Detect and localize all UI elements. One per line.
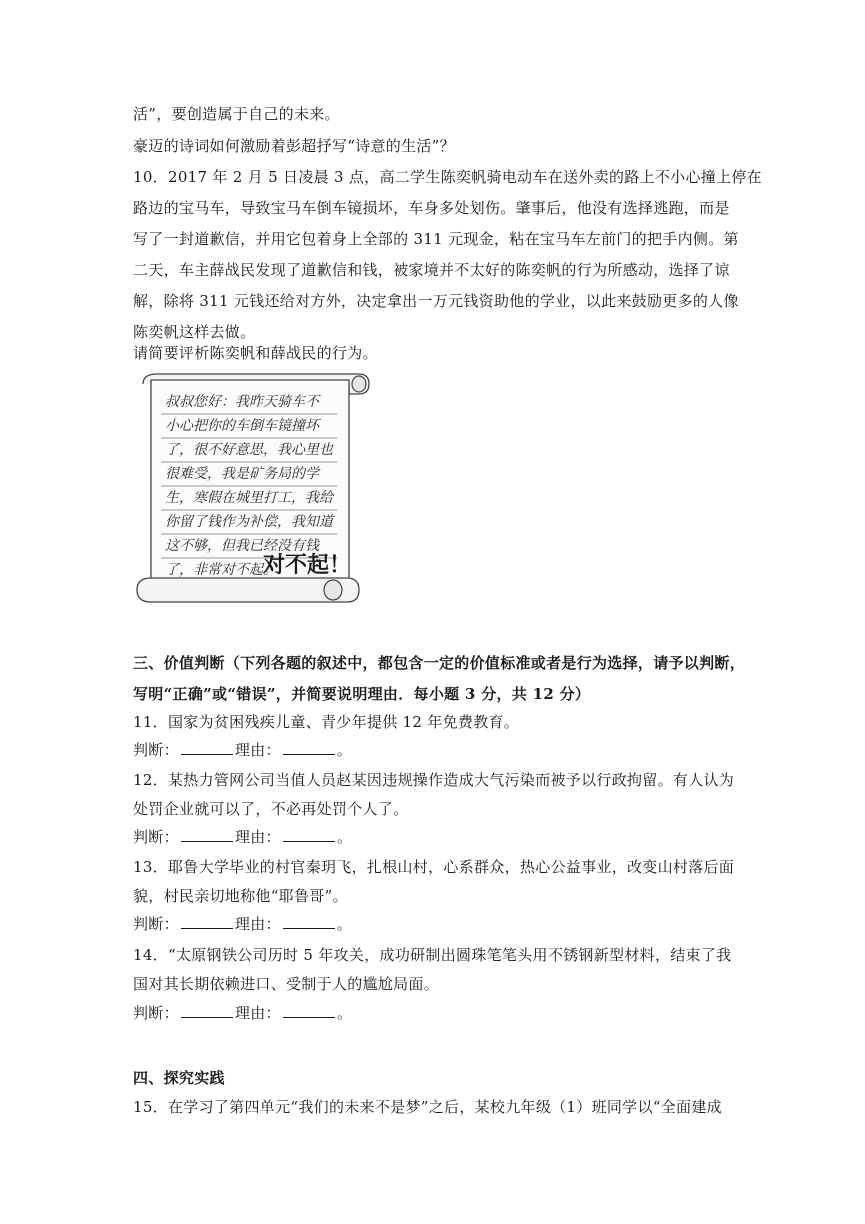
question-10-line: 二天，车主薛战民发现了道歉信和钱，被家境并不太好的陈奕帆的行为所感动，选择了谅 (133, 261, 730, 279)
question-12-line: 12．某热力管网公司当值人员赵某因违规操作造成大气污染而被予以行政拘留。有人认为 (133, 771, 735, 789)
judge-blank (181, 827, 233, 842)
paragraph-line: 活”，要创造属于自己的未来。 (133, 105, 340, 123)
judge-blank (181, 914, 233, 929)
letter-line: 这不够，但我已经没有钱 (165, 538, 319, 554)
judge-label: 判断： (133, 741, 179, 759)
letter-line: 你留了钱作为补偿，我知道 (165, 514, 333, 530)
letter-line: 生，寒假在城里打工，我给 (165, 490, 333, 506)
reason-label: 理由： (234, 1004, 281, 1022)
question-14-line: 国对其长期依赖进口、受制于人的尴尬局面。 (133, 975, 440, 993)
letter-line: 小心把你的车倒车镜撞坏 (165, 418, 319, 434)
reason-blank (283, 914, 335, 929)
judge-blank (181, 740, 233, 755)
question-10-line: 陈奕帆这样去做。 (133, 323, 256, 341)
paragraph-line: 豪迈的诗词如何激励着彭超抒写“诗意的生活”？ (133, 137, 455, 155)
judge-blank (181, 1003, 233, 1018)
end-mark: 。 (336, 1004, 353, 1022)
judge-label: 判断： (133, 828, 179, 846)
question-10-prompt: 请简要评析陈奕帆和薛战民的行为。 (133, 344, 378, 362)
reason-blank (283, 827, 335, 842)
reason-label: 理由： (234, 828, 281, 846)
end-mark: 。 (336, 741, 353, 759)
end-mark: 。 (336, 915, 353, 933)
letter-line: 很难受，我是矿务局的学 (165, 466, 319, 482)
apology-letter-image (133, 372, 373, 612)
question-12-line: 处罚企业就可以了，不必再处罚个人了。 (133, 800, 409, 818)
reason-label: 理由： (234, 915, 281, 933)
question-10-line: 写了一封道歉信，并用它包着身上全部的 311 元现金，粘在宝马车左前门的把手内侧。第 (133, 230, 739, 248)
reason-blank (283, 1003, 335, 1018)
question-10-line: 解，除将 311 元钱还给对方外，决定拿出一万元钱资助他的学业，以此来鼓励更多的人像 (133, 292, 739, 310)
answer-row (133, 740, 352, 760)
question-15: 15．在学习了第四单元“我们的未来不是梦”之后，某校九年级（1）班同学以“全面建成 (133, 1098, 722, 1116)
judge-label: 判断： (133, 1004, 179, 1022)
answer-row (133, 914, 352, 934)
letter-closing: 对不起！ (263, 553, 352, 578)
letter-line: 叔叔您好：我昨天骑车不 (165, 394, 319, 410)
letter-line: 了，非常对不起。 (165, 562, 277, 578)
section-3-heading: 写明“正确”或“错误”，并简要说明理由．每小题 3 分，共 12 分） (133, 685, 591, 703)
question-13-line: 貌，村民亲切地称他“耶鲁哥”。 (133, 887, 348, 905)
section-3-heading: 三、价值判断（下列各题的叙述中，都包含一定的价值标准或者是行为选择，请予以判断， (133, 654, 746, 672)
answer-row (133, 827, 352, 847)
reason-blank (283, 740, 335, 755)
section-4-heading: 四、探究实践 (133, 1069, 225, 1087)
question-13-line: 13．耶鲁大学毕业的村官秦玥飞，扎根山村，心系群众，热心公益事业，改变山村落后面 (133, 858, 735, 876)
question-14-line: 14．“太原钢铁公司历时 5 年攻关，成功研制出圆珠笔笔头用不锈钢新型材料，结束了我 (133, 946, 732, 964)
question-10-line: 路边的宝马车，导致宝马车倒车镜损坏，车身多处划伤。肇事后，他没有选择逃跑，而是 (133, 199, 730, 217)
reason-label: 理由： (234, 741, 281, 759)
judge-label: 判断： (133, 915, 179, 933)
question-11: 11．国家为贫困残疾儿童、青少年提供 12 年免费教育。 (133, 713, 520, 731)
answer-row (133, 1003, 352, 1023)
end-mark: 。 (336, 828, 353, 846)
letter-line: 了，很不好意思，我心里也 (165, 442, 333, 458)
question-10-line: 10．2017 年 2 月 5 日凌晨 3 点，高二学生陈奕帆骑电动车在送外卖的路上不小心撞上停在 (133, 168, 762, 186)
